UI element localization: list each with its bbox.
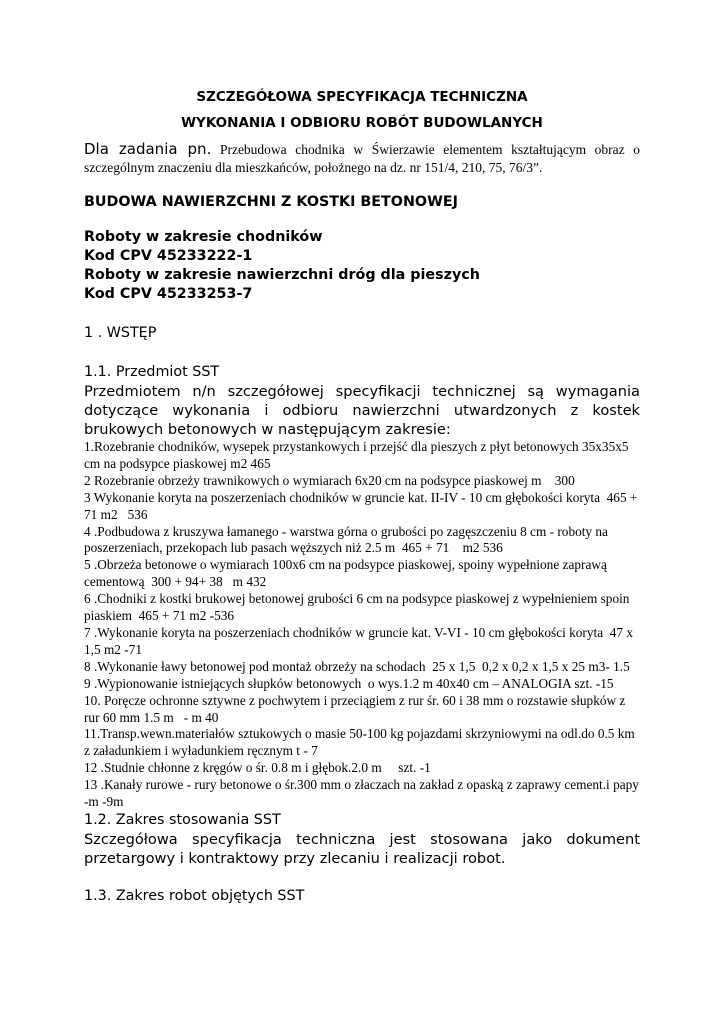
work-items-list bbox=[84, 439, 646, 811]
list-item: 5 .Obrzeża betonowe o wymiarach 100x6 cm na podsypce piaskowej, spoiny wypełnione zaprawą cementową 300 + 94+ 38 m 432 bbox=[84, 557, 611, 590]
list-item: 8 .Wykonanie ławy betonowej pod montaż obrzeży na schodach 25 x 1,5 0,2 x 0,2 x 1,5 x 25 m3- 1.5 bbox=[84, 658, 630, 674]
list-item: 7 .Wykonanie koryta na poszerzeniach chodników w gruncie kat. V-VI - 10 cm głębokości koryta 47 x 1,5 m2 -71 bbox=[84, 624, 637, 657]
section-title: BUDOWA NAWIERZCHNI Z KOSTKI BETONOWEJ bbox=[84, 194, 458, 210]
list-item: 9 .Wypionowanie istniejących słupków betonowych o wys.1.2 m 40x40 cm – ANALOGIA szt. -15 bbox=[84, 675, 614, 691]
scope-block bbox=[84, 228, 640, 304]
heading-1-3: 1.3. Zakres robot objętych SST bbox=[84, 887, 305, 904]
task-description bbox=[84, 140, 640, 177]
scope-line: Kod CPV 45233253-7 bbox=[84, 286, 253, 302]
task-lead: Dla zadania pn. bbox=[84, 140, 212, 158]
document-title-line1: SZCZEGÓŁOWA SPECYFIKACJA TECHNICZNA bbox=[196, 89, 528, 105]
heading-1-1: 1.1. Przedmiot SST bbox=[84, 364, 220, 380]
heading-wstep: 1 . WSTĘP bbox=[84, 325, 157, 341]
scope-line: Roboty w zakresie nawierzchni dróg dla pieszych bbox=[84, 267, 480, 283]
list-item: 2 Rozebranie obrzeży trawnikowych o wymiarach 6x20 cm na podsypce piaskowej m 300 bbox=[84, 472, 575, 488]
scope-line: Roboty w zakresie chodników bbox=[84, 229, 323, 245]
scope-line: Kod CPV 45233222-1 bbox=[84, 248, 253, 264]
s12-text: Szczegółowa specyfikacja techniczna jest stosowana jako dokument przetargowy i kontraktowy przy zlecaniu i realizacji robot. bbox=[84, 830, 640, 867]
list-item: 12 .Studnie chłonne z kręgów o śr. 0.8 m i głębok.2.0 m szt. -1 bbox=[84, 760, 431, 776]
document-title-line2: WYKONANIA I ODBIORU ROBÓT BUDOWLANYCH bbox=[181, 115, 543, 131]
list-item: 3 Wykonanie koryta na poszerzeniach chodników w gruncie kat. II-IV - 10 cm głębokości koryta 465 + 71 m2 536 bbox=[84, 489, 641, 522]
list-item: 11.Transp.wewn.materiałów sztukowych o masie 50-100 kg pojazdami skrzyniowymi na odl.do 0.5 km z załadunkiem i wyładunkiem ręcznym t - 7 bbox=[84, 726, 639, 759]
list-item: 10. Poręcze ochronne sztywne z pochwytem i przeciągiem z rur śr. 60 i 38 mm o rozstawie słupków z rur 60 mm 1.5 m - m 40 bbox=[84, 692, 629, 725]
s11-intro: Przedmiotem n/n szczegółowej specyfikacji technicznej są wymagania dotyczące wykonania i odbioru nawierzchni utwardzonych z kostek brukowych betonowych w następującym zakresie: bbox=[84, 383, 640, 438]
heading-1-2: 1.2. Zakres stosowania SST bbox=[84, 811, 281, 828]
list-item: 6 .Chodniki z kostki brukowej betonowej grubości 6 cm na podsypce piaskowej z wypełnieniem spoin piaskiem 465 + 71 m2 -536 bbox=[84, 591, 633, 624]
list-item: 13 .Kanały rurowe - rury betonowe o śr.300 mm o złaczach na zakład z opaską z zaprawy cement.i papy -m -9m bbox=[84, 777, 646, 810]
task-text: Przebudowa chodnika w Świerzawie elementem kształtującym obraz o szczególnym znaczeniu dla mieszkańców, położnego na dz. nr 151/4, 210, 75, 76/3”. bbox=[84, 142, 641, 175]
list-item: 1.Rozebranie chodników, wysepek przystankowych i przejść dla pieszych z płyt betonowych 35x35x5 cm na podsypce piaskowej m2 465 bbox=[84, 439, 632, 471]
list-item: 4 .Podbudowa z kruszywa łamanego - warstwa górna o grubości po zagęszczeniu 8 cm - roboty na poszerzeniach, przekopach lub pasach węższych niż 2.5 m 465 + 71 m2 536 bbox=[84, 523, 612, 556]
